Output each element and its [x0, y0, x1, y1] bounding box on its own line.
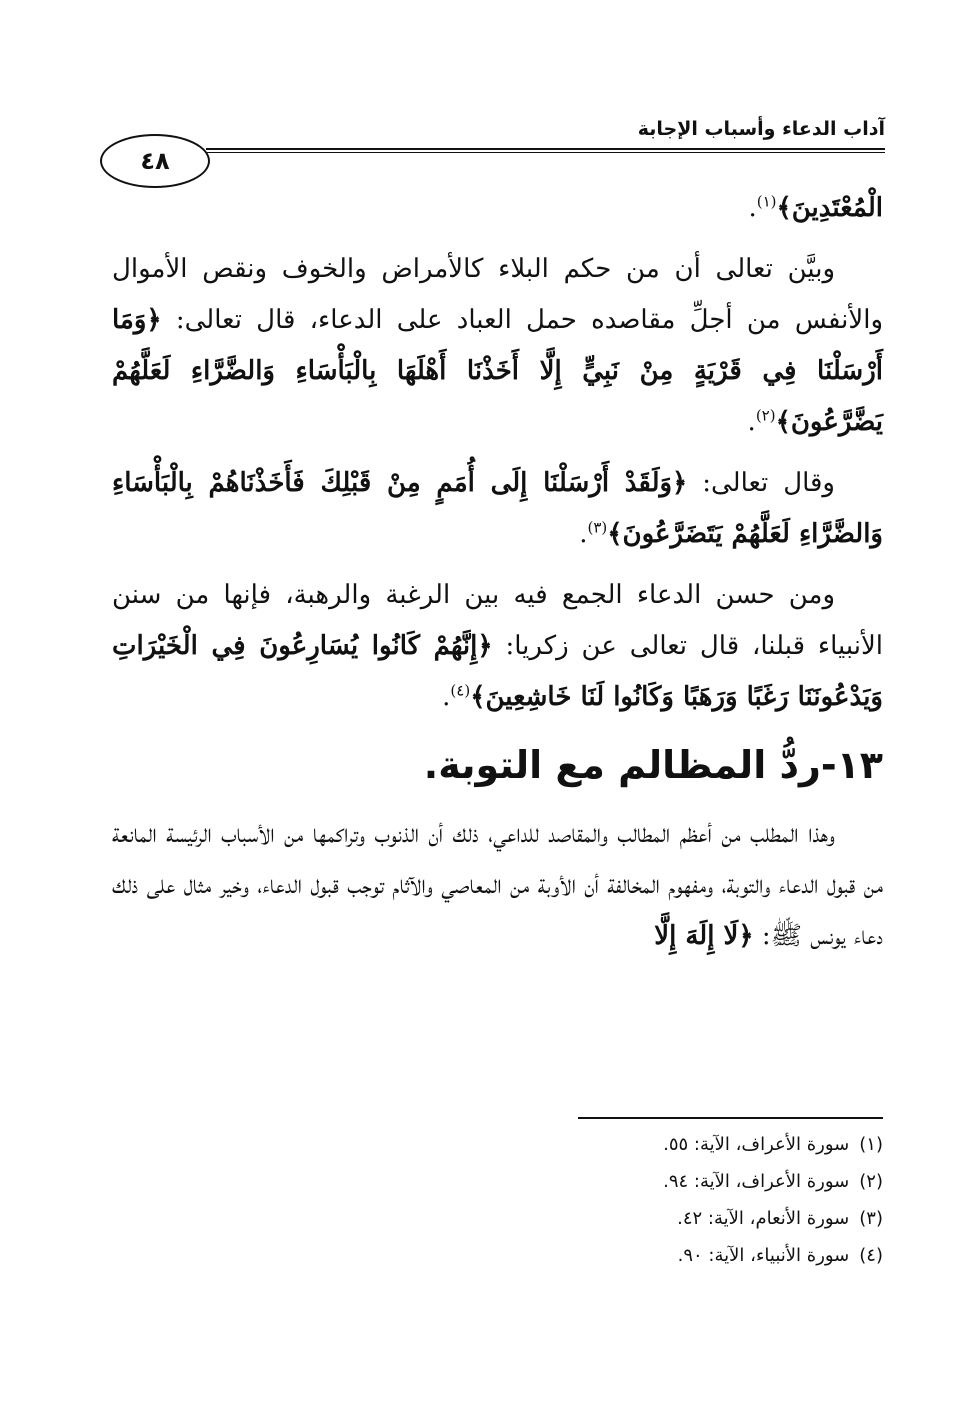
- sentence-end: .: [747, 407, 756, 437]
- footnote-item: [520, 1200, 883, 1237]
- footnote-item: [520, 1237, 883, 1274]
- paragraph-text: وقال تعالى:: [687, 468, 835, 498]
- paragraph-3: [112, 458, 883, 560]
- paragraph-2: [112, 244, 883, 448]
- footnotes: [520, 1126, 883, 1274]
- section-heading: ١٣-ردُّ المظالم مع التوبة.: [423, 743, 883, 787]
- quran-verse: الْمُعْتَدِينَ﴾: [776, 193, 883, 223]
- footnote-ref: (١): [756, 192, 777, 211]
- footnote-number: (١): [859, 1134, 883, 1155]
- header-rule: [206, 148, 885, 153]
- footnote-ref: (٢): [755, 406, 776, 425]
- quran-verse: ﴿وَلَقَدْ أَرْسَلْنَا إِلَى أُمَمٍ مِنْ قَبْلِكَ فَأَخَذْنَاهُمْ بِالْبَأْسَاءِ وَالضَّرَّاءِ لَعَلَّهُمْ يَتَضَرَّعُونَ﴾: [112, 468, 883, 549]
- sentence-end: .: [442, 682, 451, 712]
- footnote-item: [520, 1126, 883, 1163]
- sentence-end: .: [748, 193, 757, 223]
- paragraph-text: وبيَّن تعالى أن من حكم البلاء كالأمراض والخوف ونقص الأموال والأنفس من أجلِّ مقاصده حمل العباد على الدعاء، قال تعالى:: [112, 254, 883, 335]
- quran-verse: ﴿إِنَّهُمْ كَانُوا يُسَارِعُونَ فِي الْخَيْرَاتِ وَيَدْعُونَنَا رَغَبًا وَرَهَبًا وَكَانُوا لَنَا خَاشِعِينَ﴾: [112, 631, 883, 712]
- quran-verse: ﴿وَمَا أَرْسَلْنَا فِي قَرْيَةٍ مِنْ نَبِيٍّ إِلَّا أَخَذْنَا أَهْلَهَا بِالْبَأْسَاءِ وَالضَّرَّاءِ لَعَلَّهُمْ يَضَّرَّعُونَ﴾: [112, 305, 883, 437]
- running-title: آداب الدعاء وأسباب الإجابة: [637, 118, 885, 140]
- footnote-separator: [578, 1117, 883, 1119]
- page-header: [100, 112, 885, 192]
- footnote-text: سورة الأعراف، الآية: ٩٤.: [663, 1171, 850, 1192]
- footnote-text: سورة الأعراف، الآية: ٥٥.: [663, 1134, 850, 1155]
- quran-verse: ﴿لَا إِلَهَ إِلَّا: [654, 921, 754, 951]
- footnote-ref: (٣): [587, 518, 608, 537]
- paragraph-text: وهذا المطلب من أعظم المطالب والمقاصد للداعي، ذلك أن الذنوب وتراكمها من الأسباب الرئيسة المانعة من قبول الدعاء والتوبة، ومفهوم المخالفة أن الأوبة من المعاصي والآثام توجب قبول الدعاء، وخير مثال على ذلك دعاء يونس ﷺ:: [112, 819, 883, 951]
- footnote-item: [520, 1163, 883, 1200]
- sentence-end: .: [579, 519, 588, 549]
- footnote-number: (٤): [859, 1245, 883, 1266]
- paragraph-text: ومن حسن الدعاء الجمع فيه بين الرغبة والرهبة، فإنها من سنن الأنبياء قبلنا، قال تعالى عن زكريا:: [112, 580, 884, 661]
- footnote-number: (٣): [859, 1208, 883, 1229]
- paragraph-4: [112, 570, 883, 723]
- paragraph-5: [112, 809, 883, 962]
- footnote-number: (٢): [859, 1171, 883, 1192]
- main-text: [112, 183, 883, 972]
- paragraph-1: [112, 183, 883, 234]
- footnote-text: سورة الأنبياء، الآية: ٩٠.: [677, 1245, 850, 1266]
- page-number: ٤٨: [100, 134, 210, 188]
- footnote-ref: (٤): [450, 681, 471, 700]
- footnote-text: سورة الأنعام، الآية: ٤٢.: [677, 1208, 850, 1229]
